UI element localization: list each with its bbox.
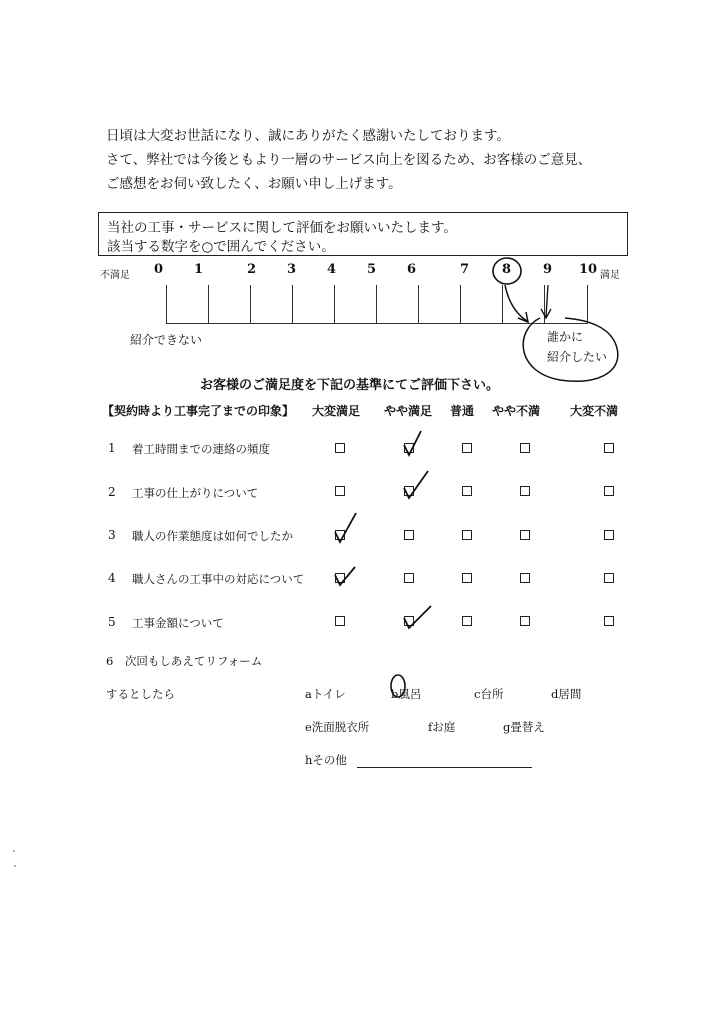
scale-number-4[interactable]: 4 (327, 262, 337, 277)
arrow-line (505, 285, 527, 321)
intro-line-3: ご感想をお伺い致したく、お願い申し上げます。 (106, 176, 402, 192)
scale-number-8[interactable]: 8 (502, 262, 512, 277)
check-icon (404, 606, 431, 628)
stray-dot (13, 850, 15, 852)
option-garden[interactable]: fお庭 (428, 720, 456, 734)
option-other[interactable]: hその他 (305, 753, 347, 767)
question-text: 着工時間までの連絡の頻度 (132, 442, 270, 456)
scale-number-5[interactable]: 5 (367, 262, 377, 277)
column-header-somewhat-satisfied: やや満足 (384, 404, 433, 418)
note-circle (523, 318, 618, 381)
scale-number-3[interactable]: 3 (287, 262, 297, 277)
question-number: 1 (108, 441, 116, 455)
option-tatami[interactable]: g畳替え (503, 720, 545, 734)
check-icon (404, 471, 428, 498)
reform-question-line-2: するとしたら (106, 687, 175, 701)
column-header-somewhat-dissatisfied: やや不満 (492, 404, 541, 418)
option-b-circle (391, 675, 405, 697)
question-number: 4 (108, 571, 116, 585)
check-icon (335, 513, 356, 542)
question-number: 3 (108, 528, 116, 542)
stray-dot (14, 865, 16, 867)
check-icon (335, 567, 355, 585)
scale-8-circle (493, 258, 521, 284)
intro-line-1: 日頃は大変お世話になり、誠にありがたく感謝いたしております。 (106, 128, 510, 144)
scale-right-label: 満足 (600, 270, 620, 281)
option-kitchen[interactable]: c台所 (474, 687, 504, 701)
scale-number-7[interactable]: 7 (460, 262, 470, 277)
option-living-room[interactable]: d居間 (551, 687, 582, 701)
column-header-very-dissatisfied: 大変不満 (570, 404, 619, 418)
question-text: 職人の作業態度は如何でしたか (132, 529, 293, 543)
instruction-line-2: 該当する数字を○で囲んでください。 (107, 239, 335, 255)
option-washroom[interactable]: e洗面脱衣所 (305, 720, 370, 734)
section-label: 【契約時より工事完了までの印象】 (102, 404, 295, 418)
scale-number-2[interactable]: 2 (247, 262, 257, 277)
option-toilet[interactable]: aトイレ (305, 687, 346, 701)
scale-number-6[interactable]: 6 (407, 262, 417, 277)
intro-line-2: さて、弊社では今後ともより一層のサービス向上を図るため、お客様のご意見、 (106, 152, 592, 168)
satisfaction-heading: お客様のご満足度を下記の基準にてご評価下さい。 (200, 378, 500, 393)
scale-number-9[interactable]: 9 (543, 262, 553, 277)
arrow-line (546, 285, 548, 317)
handwritten-note-line-1: 誰かに (547, 330, 584, 344)
column-header-neutral: 普通 (450, 404, 475, 418)
reform-question-line-1: 6 次回もしあえてリフォーム (106, 654, 263, 668)
scale-number-0[interactable]: 0 (154, 262, 164, 277)
scale-left-label: 不満足 (100, 270, 130, 281)
instruction-line-1: 当社の工事・サービスに関して評価をお願いいたします。 (107, 220, 457, 236)
scale-number-1[interactable]: 1 (194, 262, 204, 277)
check-icon (404, 431, 421, 455)
question-text: 工事金額について (132, 616, 224, 630)
scale-number-10[interactable]: 10 (579, 262, 598, 277)
handwritten-note-line-2: 紹介したい (547, 350, 608, 364)
scale-low-caption: 紹介できない (130, 333, 203, 347)
option-bath[interactable]: b風呂 (391, 687, 422, 701)
question-number: 5 (108, 615, 116, 629)
question-text: 工事の仕上がりについて (132, 486, 259, 500)
column-header-very-satisfied: 大変満足 (312, 404, 361, 418)
question-text: 職人さんの工事中の対応について (132, 572, 305, 586)
question-number: 2 (108, 485, 116, 499)
